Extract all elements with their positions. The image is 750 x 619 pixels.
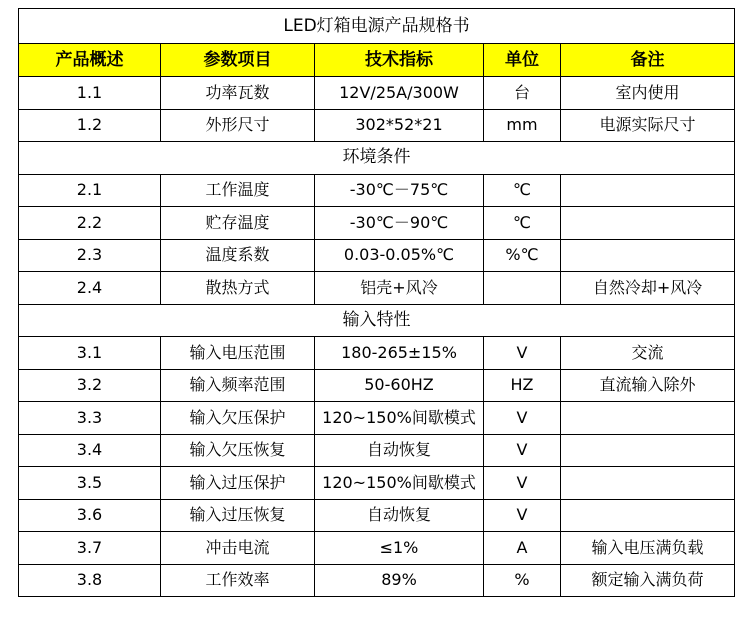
item-parameter: 输入欠压保护 bbox=[161, 402, 315, 435]
sheet-title: LED灯箱电源产品规格书 bbox=[19, 9, 735, 44]
item-parameter: 冲击电流 bbox=[161, 532, 315, 565]
header-row bbox=[19, 44, 735, 77]
item-remark bbox=[561, 207, 735, 240]
item-remark: 室内使用 bbox=[561, 77, 735, 110]
item-unit: ℃ bbox=[484, 174, 561, 207]
item-number: 3.4 bbox=[19, 434, 161, 467]
item-unit: A bbox=[484, 532, 561, 565]
item-number: 3.2 bbox=[19, 369, 161, 402]
item-spec: -30℃－90℃ bbox=[315, 207, 484, 240]
item-number: 3.3 bbox=[19, 402, 161, 435]
item-spec: 自动恢复 bbox=[315, 499, 484, 532]
item-remark bbox=[561, 467, 735, 500]
table-row bbox=[19, 532, 735, 565]
item-unit: V bbox=[484, 402, 561, 435]
table-row bbox=[19, 564, 735, 597]
item-number: 3.5 bbox=[19, 467, 161, 500]
item-parameter: 工作温度 bbox=[161, 174, 315, 207]
table-row bbox=[19, 207, 735, 240]
item-spec: 0.03-0.05%℃ bbox=[315, 239, 484, 272]
item-spec: 180-265±15% bbox=[315, 337, 484, 370]
item-remark bbox=[561, 174, 735, 207]
table-row bbox=[19, 272, 735, 305]
item-spec: 铝壳+风冷 bbox=[315, 272, 484, 305]
section-row bbox=[19, 142, 735, 175]
table-row bbox=[19, 467, 735, 500]
item-remark bbox=[561, 402, 735, 435]
item-number: 2.3 bbox=[19, 239, 161, 272]
item-parameter: 温度系数 bbox=[161, 239, 315, 272]
item-parameter: 功率瓦数 bbox=[161, 77, 315, 110]
item-unit bbox=[484, 272, 561, 305]
item-remark bbox=[561, 434, 735, 467]
table-row bbox=[19, 499, 735, 532]
item-unit: HZ bbox=[484, 369, 561, 402]
item-parameter: 散热方式 bbox=[161, 272, 315, 305]
table-row bbox=[19, 239, 735, 272]
header-overview: 产品概述 bbox=[19, 44, 161, 77]
item-unit: 台 bbox=[484, 77, 561, 110]
item-remark: 电源实际尺寸 bbox=[561, 109, 735, 142]
spec-sheet bbox=[18, 8, 735, 597]
item-unit: V bbox=[484, 499, 561, 532]
item-spec: 120~150%间歇模式 bbox=[315, 402, 484, 435]
spec-table bbox=[18, 8, 735, 597]
item-unit: V bbox=[484, 337, 561, 370]
item-parameter: 工作效率 bbox=[161, 564, 315, 597]
item-spec: -30℃－75℃ bbox=[315, 174, 484, 207]
item-unit: V bbox=[484, 434, 561, 467]
item-number: 1.1 bbox=[19, 77, 161, 110]
section-row bbox=[19, 304, 735, 337]
item-unit: %℃ bbox=[484, 239, 561, 272]
header-spec: 技术指标 bbox=[315, 44, 484, 77]
item-spec: 自动恢复 bbox=[315, 434, 484, 467]
item-spec: 50-60HZ bbox=[315, 369, 484, 402]
section-heading: 输入特性 bbox=[19, 304, 735, 337]
item-remark: 交流 bbox=[561, 337, 735, 370]
item-remark bbox=[561, 499, 735, 532]
header-parameter: 参数项目 bbox=[161, 44, 315, 77]
item-number: 2.4 bbox=[19, 272, 161, 305]
item-spec: 120~150%间歇模式 bbox=[315, 467, 484, 500]
item-parameter: 贮存温度 bbox=[161, 207, 315, 240]
item-parameter: 输入过压保护 bbox=[161, 467, 315, 500]
item-unit: ℃ bbox=[484, 207, 561, 240]
table-row bbox=[19, 434, 735, 467]
item-unit: % bbox=[484, 564, 561, 597]
item-number: 3.7 bbox=[19, 532, 161, 565]
table-row bbox=[19, 369, 735, 402]
item-spec: 302*52*21 bbox=[315, 109, 484, 142]
table-row bbox=[19, 109, 735, 142]
item-number: 3.1 bbox=[19, 337, 161, 370]
item-number: 2.2 bbox=[19, 207, 161, 240]
item-unit: V bbox=[484, 467, 561, 500]
item-number: 3.6 bbox=[19, 499, 161, 532]
item-unit: mm bbox=[484, 109, 561, 142]
item-remark: 额定输入满负荷 bbox=[561, 564, 735, 597]
item-number: 2.1 bbox=[19, 174, 161, 207]
item-spec: 89% bbox=[315, 564, 484, 597]
table-row bbox=[19, 402, 735, 435]
item-parameter: 外形尺寸 bbox=[161, 109, 315, 142]
title-row bbox=[19, 9, 735, 44]
item-remark: 直流输入除外 bbox=[561, 369, 735, 402]
item-spec: ≤1% bbox=[315, 532, 484, 565]
item-spec: 12V/25A/300W bbox=[315, 77, 484, 110]
item-number: 1.2 bbox=[19, 109, 161, 142]
table-row bbox=[19, 77, 735, 110]
item-remark: 输入电压满负载 bbox=[561, 532, 735, 565]
item-remark bbox=[561, 239, 735, 272]
item-parameter: 输入频率范围 bbox=[161, 369, 315, 402]
spec-body bbox=[19, 77, 735, 597]
header-remark: 备注 bbox=[561, 44, 735, 77]
item-number: 3.8 bbox=[19, 564, 161, 597]
item-parameter: 输入欠压恢复 bbox=[161, 434, 315, 467]
table-row bbox=[19, 174, 735, 207]
section-heading: 环境条件 bbox=[19, 142, 735, 175]
item-parameter: 输入电压范围 bbox=[161, 337, 315, 370]
table-row bbox=[19, 337, 735, 370]
header-unit: 单位 bbox=[484, 44, 561, 77]
item-remark: 自然冷却+风冷 bbox=[561, 272, 735, 305]
item-parameter: 输入过压恢复 bbox=[161, 499, 315, 532]
